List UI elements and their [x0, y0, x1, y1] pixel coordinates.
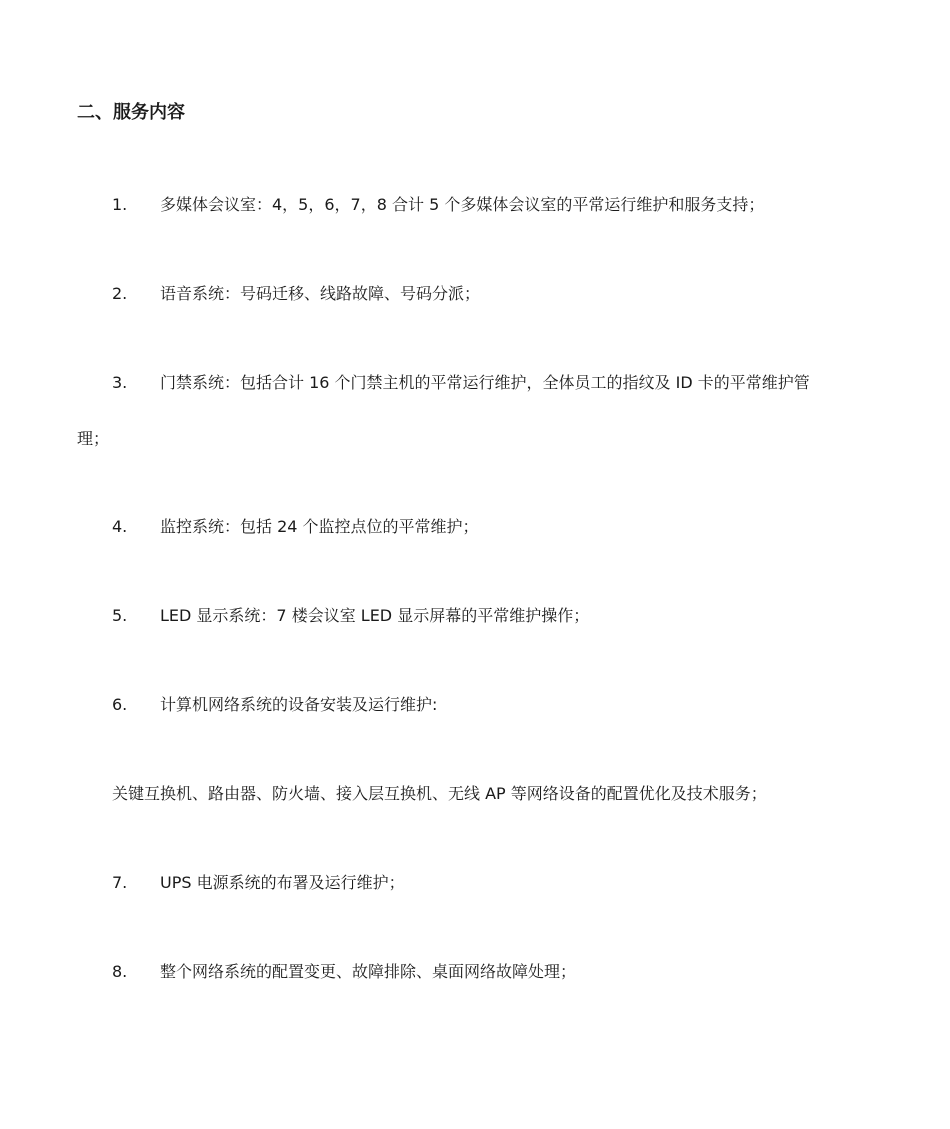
section-heading: 二、服务内容	[77, 102, 185, 123]
list-item-3	[0, 368, 950, 398]
item-text: 语音系统：号码迁移、线路故障、号码分派；	[160, 284, 481, 303]
item-6-detail: 关键互换机、路由器、防火墙、接入层互换机、无线 AP 等网络设备的配置优化及技术服务；	[112, 784, 767, 803]
item-text: 门禁系统：包括合计 16 个门禁主机的平常运行维护，全体员工的指纹及 ID 卡的平常维护管	[160, 373, 810, 392]
list-item-8	[0, 957, 950, 987]
item-number: 3.	[112, 373, 128, 392]
item-text: UPS 电源系统的布署及运行维护；	[160, 873, 405, 892]
item-number: 6.	[112, 695, 128, 714]
list-item-1	[0, 190, 950, 220]
item-text: LED 显示系统：7 楼会议室 LED 显示屏幕的平常维护操作；	[160, 606, 590, 625]
item-number: 5.	[112, 606, 128, 625]
list-item-6	[0, 690, 950, 720]
item-number: 8.	[112, 962, 128, 981]
item-text: 整个网络系统的配置变更、故障排除、桌面网络故障处理；	[160, 962, 577, 981]
list-item-4	[0, 512, 950, 542]
item-text: 监控系统：包括 24 个监控点位的平常维护；	[160, 517, 479, 536]
list-item-5	[0, 601, 950, 631]
item-number: 2.	[112, 284, 128, 303]
item-number: 1.	[112, 195, 128, 214]
item-text: 多媒体会议室：4，5，6，7，8 合计 5 个多媒体会议室的平常运行维护和服务支持；	[160, 195, 765, 214]
item-number: 4.	[112, 517, 128, 536]
item-text: 计算机网络系统的设备安装及运行维护:	[160, 695, 438, 714]
item-number: 7.	[112, 873, 128, 892]
list-item-2	[0, 279, 950, 309]
list-item-7	[0, 868, 950, 898]
item-3-continuation: 理；	[77, 429, 110, 448]
